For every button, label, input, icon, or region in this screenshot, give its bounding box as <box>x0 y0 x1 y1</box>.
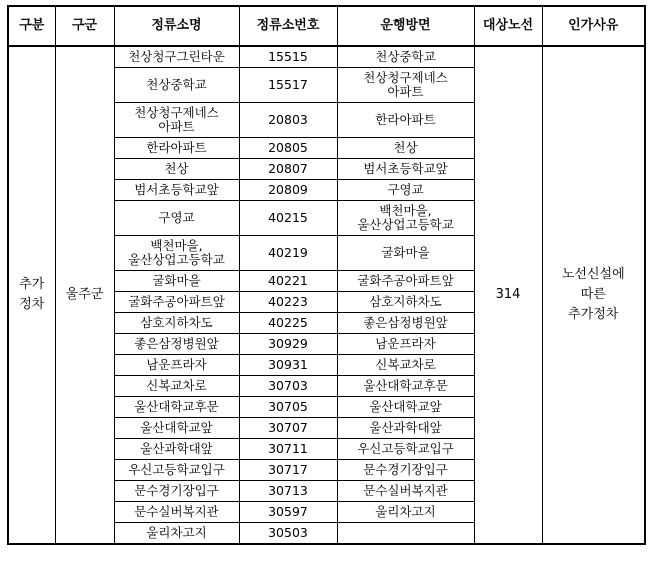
direction-cell: 천상 <box>337 138 474 159</box>
stop-name-cell: 범서초등학교앞 <box>114 180 239 201</box>
stop-number-cell: 20805 <box>239 138 337 159</box>
header-stop-number: 정류소번호 <box>239 6 337 46</box>
stop-name-cell: 남운프라자 <box>114 355 239 376</box>
category-cell: 추가 정차 <box>8 46 55 544</box>
stop-name-cell: 문수실버복지관 <box>114 502 239 523</box>
direction-cell: 백천마을, 울산상업고등학교 <box>337 201 474 236</box>
stop-number-cell: 30503 <box>239 523 337 545</box>
stop-name-cell: 천상청구그린타운 <box>114 46 239 68</box>
stop-number-cell: 20809 <box>239 180 337 201</box>
direction-cell: 울산대학교후문 <box>337 376 474 397</box>
bus-stop-table <box>7 5 646 545</box>
stop-name-cell: 우신고등학교입구 <box>114 460 239 481</box>
stop-number-cell: 30711 <box>239 439 337 460</box>
table-body <box>8 46 645 544</box>
header-district: 구군 <box>55 6 114 46</box>
header-route: 대상노선 <box>474 6 542 46</box>
stop-number-cell: 30713 <box>239 481 337 502</box>
direction-cell: 남운프라자 <box>337 334 474 355</box>
direction-cell: 신복교차로 <box>337 355 474 376</box>
stop-number-cell: 30929 <box>239 334 337 355</box>
stop-name-cell: 울리차고지 <box>114 523 239 545</box>
stop-name-cell: 문수경기장입구 <box>114 481 239 502</box>
direction-cell: 우신고등학교입구 <box>337 439 474 460</box>
stop-name-cell: 굴화마을 <box>114 271 239 292</box>
direction-cell: 구영교 <box>337 180 474 201</box>
direction-cell: 문수실버복지관 <box>337 481 474 502</box>
stop-name-cell: 천상 <box>114 159 239 180</box>
stop-name-cell: 울산과학대앞 <box>114 439 239 460</box>
stop-number-cell: 30597 <box>239 502 337 523</box>
stop-number-cell: 15515 <box>239 46 337 68</box>
stop-name-cell: 울산대학교앞 <box>114 418 239 439</box>
stop-number-cell: 30703 <box>239 376 337 397</box>
direction-cell: 굴화마을 <box>337 236 474 271</box>
header-category: 구분 <box>8 6 55 46</box>
header-stop-name: 정류소명 <box>114 6 239 46</box>
stop-name-cell: 한라아파트 <box>114 138 239 159</box>
stop-number-cell: 30705 <box>239 397 337 418</box>
direction-cell <box>337 523 474 545</box>
direction-cell: 범서초등학교앞 <box>337 159 474 180</box>
header-row <box>8 6 645 46</box>
stop-name-cell: 구영교 <box>114 201 239 236</box>
header-reason: 인가사유 <box>542 6 645 46</box>
direction-cell: 천상청구제네스 아파트 <box>337 68 474 103</box>
stop-number-cell: 40221 <box>239 271 337 292</box>
direction-cell: 좋은삼정병원앞 <box>337 313 474 334</box>
route-cell: 314 <box>474 46 542 544</box>
stop-name-cell: 삼호지하차도 <box>114 313 239 334</box>
stop-number-cell: 15517 <box>239 68 337 103</box>
stop-name-cell: 백천마을, 울산상업고등학교 <box>114 236 239 271</box>
direction-cell: 굴화주공아파트앞 <box>337 271 474 292</box>
stop-number-cell: 20803 <box>239 103 337 138</box>
direction-cell: 문수경기장입구 <box>337 460 474 481</box>
stop-number-cell: 20807 <box>239 159 337 180</box>
direction-cell: 한라아파트 <box>337 103 474 138</box>
table-row <box>8 46 645 68</box>
stop-name-cell: 굴화주공아파트앞 <box>114 292 239 313</box>
stop-name-cell: 울산대학교후문 <box>114 397 239 418</box>
header-direction: 운행방면 <box>337 6 474 46</box>
stop-number-cell: 40215 <box>239 201 337 236</box>
stop-name-cell: 천상중학교 <box>114 68 239 103</box>
stop-number-cell: 30707 <box>239 418 337 439</box>
stop-number-cell: 30931 <box>239 355 337 376</box>
stop-name-cell: 천상청구제네스 아파트 <box>114 103 239 138</box>
stop-number-cell: 30717 <box>239 460 337 481</box>
direction-cell: 울산과학대앞 <box>337 418 474 439</box>
stop-name-cell: 좋은삼정병원앞 <box>114 334 239 355</box>
direction-cell: 삼호지하차도 <box>337 292 474 313</box>
stop-number-cell: 40219 <box>239 236 337 271</box>
direction-cell: 울리차고지 <box>337 502 474 523</box>
district-cell: 울주군 <box>55 46 114 544</box>
direction-cell: 울산대학교앞 <box>337 397 474 418</box>
direction-cell: 천상중학교 <box>337 46 474 68</box>
stop-name-cell: 신복교차로 <box>114 376 239 397</box>
stop-number-cell: 40225 <box>239 313 337 334</box>
reason-cell: 노선신설에 따른 추가정차 <box>542 46 645 544</box>
stop-number-cell: 40223 <box>239 292 337 313</box>
